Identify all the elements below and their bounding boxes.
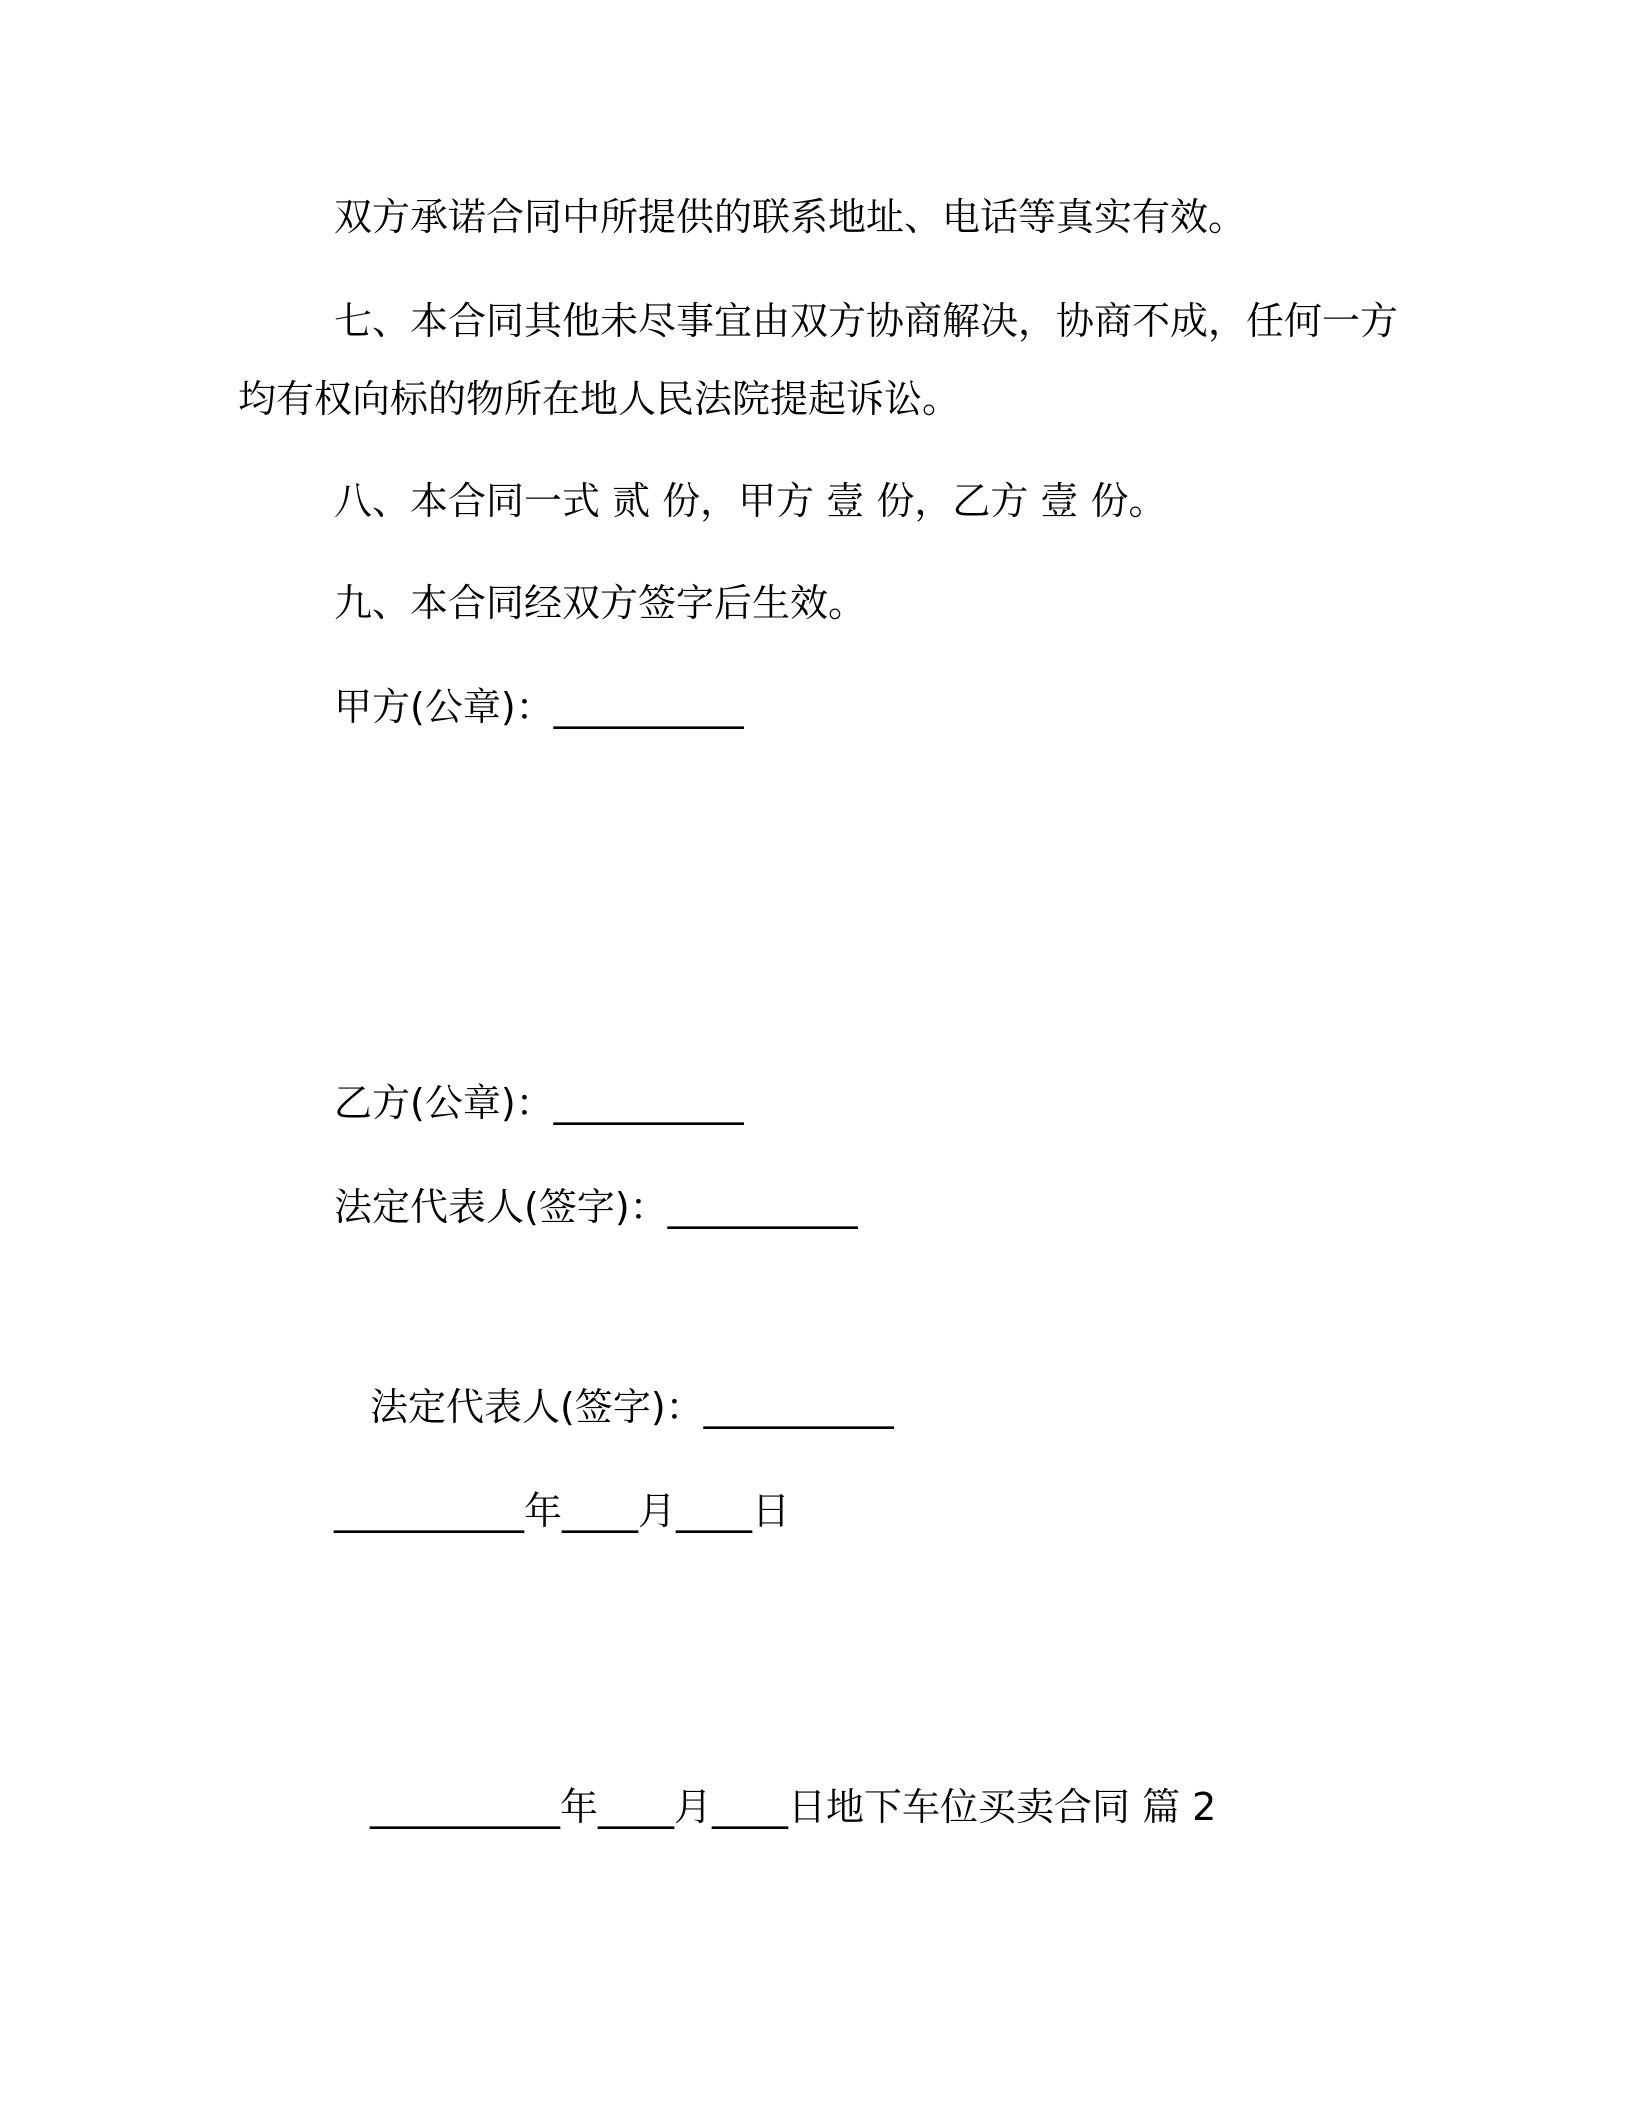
clause-8: 八、本合同一式 贰 份，甲方 壹 份，乙方 壹 份。 bbox=[334, 479, 1167, 523]
date-line: __________年____月____日 bbox=[334, 1489, 791, 1533]
clause-9: 九、本合同经双方签字后生效。 bbox=[334, 581, 867, 625]
party-a-seal-field: 甲方(公章)：__________ bbox=[334, 685, 744, 729]
party-b-seal-field: 乙方(公章)：__________ bbox=[334, 1081, 744, 1125]
clause-7-line-2: 均有权向标的物所在地人民法院提起诉讼。 bbox=[238, 377, 961, 421]
clause-7-line-1: 七、本合同其他未尽事宜由双方协商解决，协商不成，任何一方 bbox=[334, 299, 1399, 343]
paragraph-promise: 双方承诺合同中所提供的联系地址、电话等真实有效。 bbox=[334, 195, 1247, 239]
next-contract-title: __________年____月____日地下车位买卖合同 篇 2 bbox=[370, 1785, 1217, 1829]
legal-representative-signature-1: 法定代表人(签字)：__________ bbox=[334, 1185, 858, 1229]
legal-representative-signature-2: 法定代表人(签字)：__________ bbox=[370, 1385, 894, 1429]
